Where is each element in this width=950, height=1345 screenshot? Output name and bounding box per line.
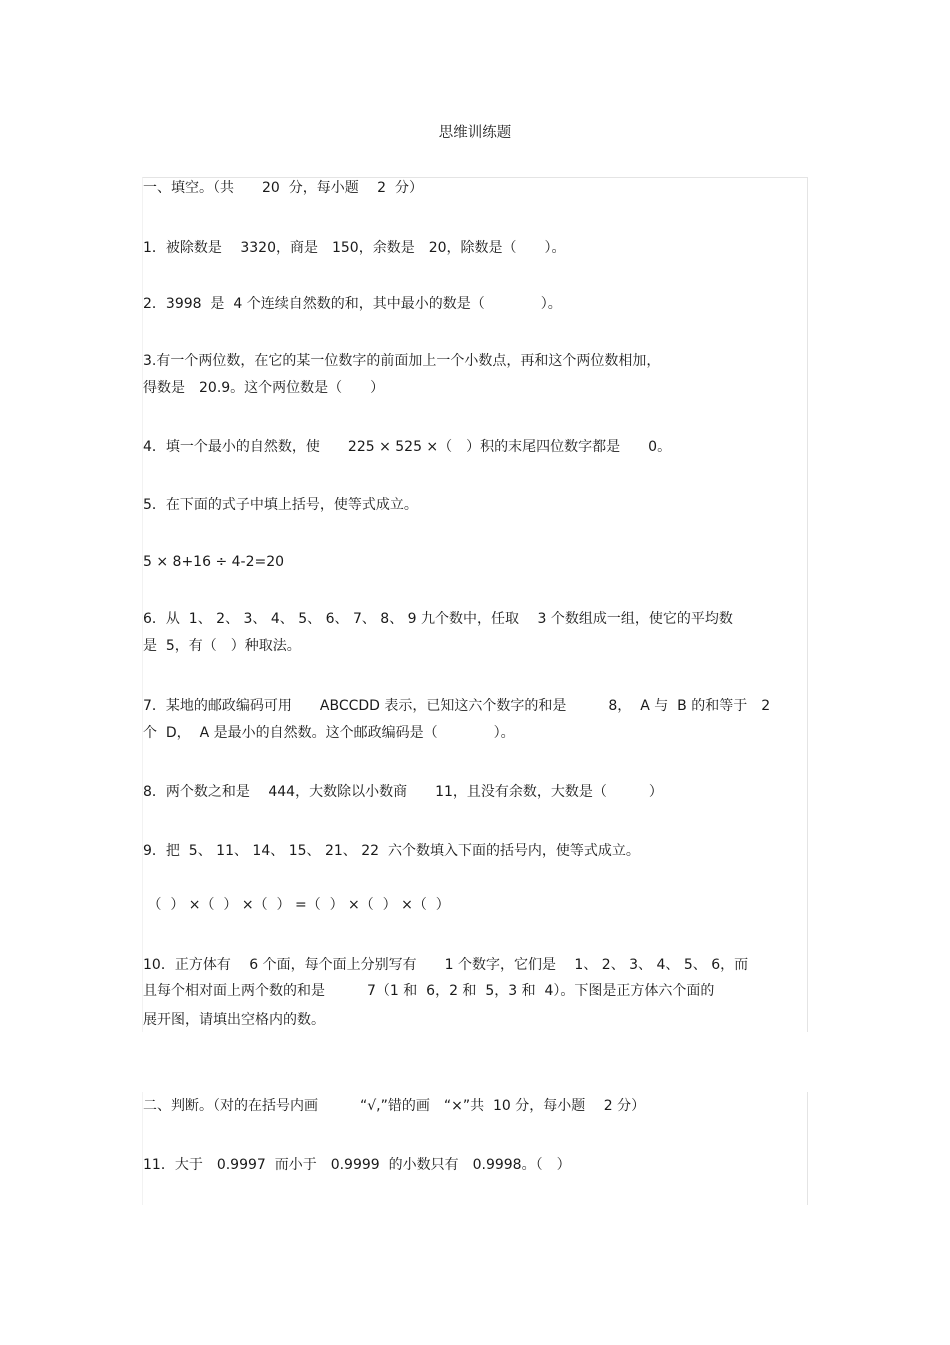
section-1-heading: 一、填空。（共 20 分，每小题 2 分） [143, 180, 423, 196]
question-8: 8．两个数之和是 444，大数除以小数商 11，且没有余数，大数是（ ） [143, 784, 663, 800]
question-1: 1．被除数是 3320，商是 150，余数是 20，除数是（ ）。 [143, 240, 566, 256]
question-3-line-2: 得数是 20.9。这个两位数是（ ） [143, 380, 385, 396]
page-title: 思维训练题 [438, 125, 512, 141]
question-5: 5．在下面的式子中填上括号，使等式成立。 [143, 497, 418, 513]
question-6-line-1: 6．从 1、 2、 3、 4、 5、 6、 7、 8、 9 九个数中，任取 3 个数组成一组，使它的平均数 [143, 611, 733, 627]
question-9: 9．把 5、 11、 14、 15、 21、 22 六个数填入下面的括号内，使等式成立。 [143, 843, 640, 859]
question-5-expression: 5 × 8+16 ÷ 4-2=20 [143, 554, 285, 570]
question-7-line-2: 个 D， A 是最小的自然数。这个邮政编码是（ ）。 [143, 725, 515, 741]
question-10-line-3: 展开图，请填出空格内的数。 [143, 1012, 325, 1028]
question-10-line-2: 且每个相对面上两个数的和是 7（1 和 6，2 和 5，3 和 4）。下图是正方体六个面的 [143, 983, 715, 999]
question-9-expression: （ ） ×（ ） ×（ ） =（ ） ×（ ） ×（ ） [143, 897, 450, 913]
question-10-line-1: 10．正方体有 6 个面，每个面上分别写有 1 个数字，它们是 1、 2、 3、 4、 5、 6，而 [143, 957, 749, 973]
question-4: 4．填一个最小的自然数，使 225 × 525 ×（ ）积的末尾四位数字都是 0。 [143, 439, 672, 455]
section-2-heading: 二、判断。（对的在括号内画 “√,”错的画 “×”共 10 分，每小题 2 分） [143, 1098, 646, 1114]
question-2: 2．3998 是 4 个连续自然数的和，其中最小的数是（ ）。 [143, 296, 562, 312]
question-11: 11．大于 0.9997 而小于 0.9999 的小数只有 0.9998。（ ） [143, 1157, 571, 1173]
question-3-line-1: 3.有一个两位数，在它的某一位数字的前面加上一个小数点，再和这个两位数相加， [143, 353, 661, 369]
question-7-line-1: 7．某地的邮政编码可用 ABCCDD 表示，已知这六个数字的和是 8， A 与 B 的和等于 2 [143, 698, 771, 714]
question-6-line-2: 是 5，有（ ）种取法。 [143, 638, 301, 654]
